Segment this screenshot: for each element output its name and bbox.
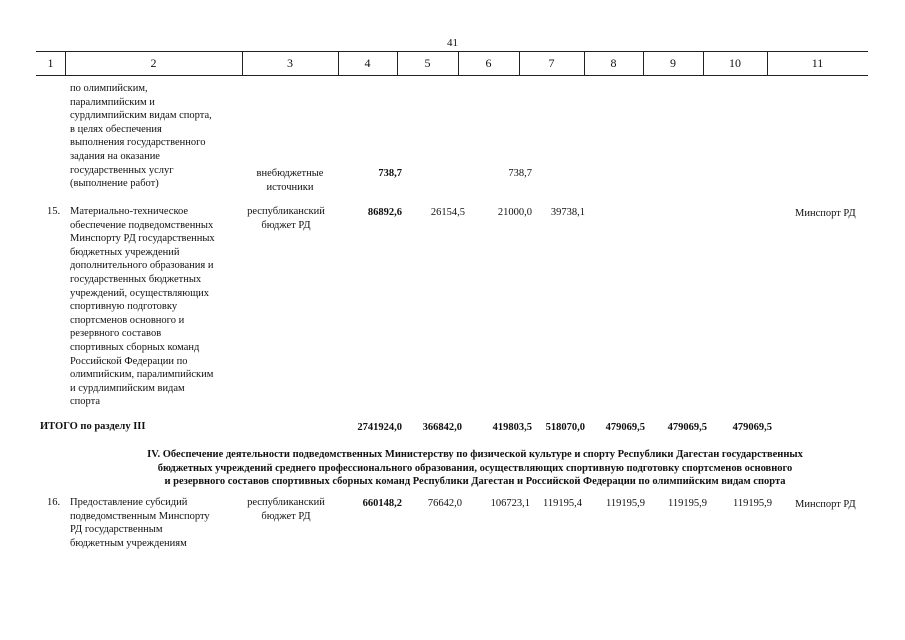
header-col-1: 1 [47, 56, 54, 70]
section-heading: IV. Обеспечение деятельности подведомственных Министерству по физической культуре и спорту Республики Дагестан государственных бюджетных учреждений среднего профессионального образования, осуществляющих спортивную подготовку спортсменов основного и резервного составов спортивных сборных команд Республики Дагестан и Российской Федерации по олимпийским видам спорта [147, 449, 803, 488]
row16-description: Предоставление субсидий подведомственным Минспорту РД государственным бюджетным учреждениям [70, 497, 210, 549]
row16-c9: 119195,9 [668, 498, 707, 509]
row15-c7: 39738,1 [550, 207, 585, 218]
total-c4: 2741924,0 [357, 422, 402, 433]
row-cont-source: внебюджетные источники [256, 168, 324, 193]
row16-c6: 106723,1 [490, 498, 530, 509]
row15-description: Материально-техническое обеспечение подведомственных Минспорту РД государственных бюджетных учреждений дополнительного образования и государственных бюджетных учреждений, осуществляющих спортивную подготовку спортсменов основного и резервного составов спортивных сборных команд Российской Федерации по олимпийским, паралимпийским и сурдлимпийским видам спорта [70, 206, 215, 408]
total-c9: 479069,5 [667, 422, 707, 433]
row15-c5: 26154,5 [430, 207, 465, 218]
total-c8: 479069,5 [605, 422, 645, 433]
total-label: ИТОГО по разделу III [40, 421, 146, 432]
header-col-9: 9 [670, 56, 676, 70]
row15-c4: 86892,6 [367, 207, 402, 218]
row15-number: 15. [47, 206, 61, 217]
row-cont-c6: 738,7 [508, 168, 532, 179]
page-number: 41 [447, 37, 458, 49]
header-col-6: 6 [485, 56, 492, 70]
row-cont-c4: 738,7 [378, 168, 402, 179]
total-c7: 518070,0 [545, 422, 585, 433]
header-col-8: 8 [610, 56, 617, 70]
row16-c8: 119195,9 [606, 498, 645, 509]
total-c5: 366842,0 [422, 422, 462, 433]
header-col-3: 3 [287, 56, 293, 70]
header-col-4: 4 [364, 56, 371, 70]
row15-c6: 21000,0 [497, 207, 532, 218]
header-col-2: 2 [150, 56, 157, 70]
row16-c7: 119195,4 [543, 498, 582, 509]
row16-number: 16. [47, 497, 61, 508]
row15-executor: Минспорт РД [795, 208, 856, 219]
row16-source: республиканский бюджет РД [247, 497, 325, 522]
row15-source: республиканский бюджет РД [247, 206, 325, 231]
total-c6: 419803,5 [492, 422, 532, 433]
header-col-11: 11 [811, 56, 824, 70]
column-number-header [36, 51, 868, 76]
header-col-5: 5 [424, 56, 431, 70]
row16-executor: Минспорт РД [795, 499, 856, 510]
row16-c5: 76642,0 [427, 498, 462, 509]
row-cont-description: по олимпийским, паралимпийским и сурдлимпийским видам спорта, в целях обеспечения выполнения государственного задания на оказание государственных услуг (выполнение работ) [70, 83, 212, 190]
row16-c10: 119195,9 [733, 498, 772, 509]
header-col-10: 10 [729, 56, 741, 70]
header-col-7: 7 [548, 56, 555, 70]
total-c10: 479069,5 [732, 422, 772, 433]
row16-c4: 660148,2 [362, 498, 402, 509]
